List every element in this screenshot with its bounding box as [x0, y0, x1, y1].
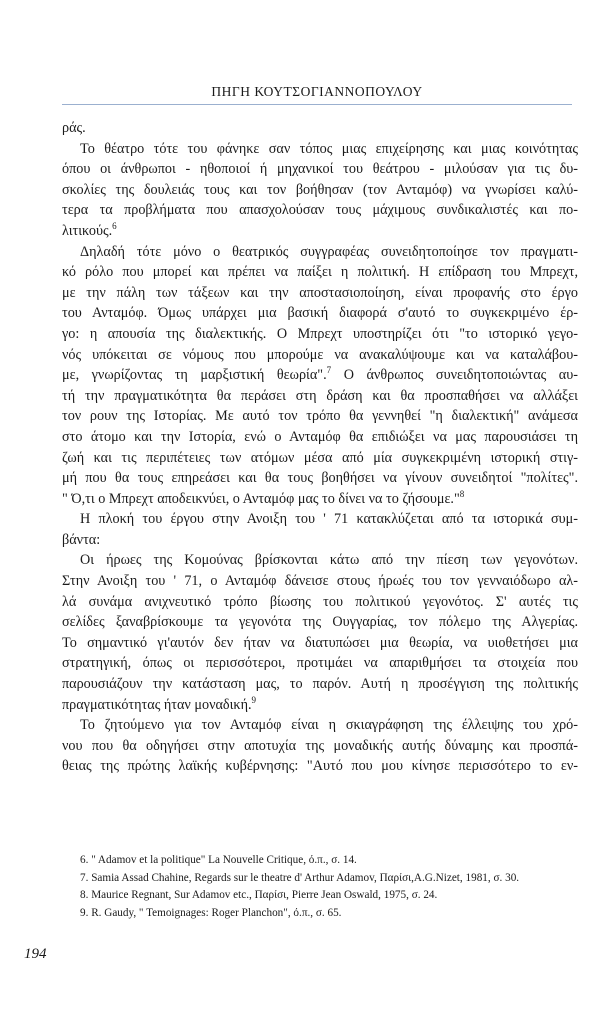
running-header: ΠΗΓΗ ΚΟΥΤΣΟΓΙΑΝΝΟΠΟΥΛΟΥ: [211, 84, 423, 99]
line-text: Το ζητούμενο για τον Ανταμόφ είναι η σκιαγράφηση της έλλειψης του χρό-: [80, 717, 578, 734]
footnote: 9. R. Gaudy, " Temoignages: Roger Planchon", ό.π., σ. 65.: [80, 906, 342, 919]
line-text: γο: η απουσία της διαλεκτικής. Ο Μπρεχτ υποστηρίζει ότι "το ιστορικό γεγο-: [62, 325, 578, 342]
line-text: θειας της πρώτης λαϊκής κυβέρνησης: "Αυτό που μου κίνησε περισσότερο το εν-: [62, 758, 578, 775]
text-line: [62, 200, 578, 221]
text-line: [62, 592, 578, 613]
line-text: ράς.: [62, 120, 86, 136]
header-rule: [62, 104, 572, 105]
footnote: 7. Samia Assad Chahine, Regards sur le theatre d' Arthur Adamov, Παρίσι,A.G.Nizet, 1981, σ. 30.: [80, 871, 520, 884]
footnote: 8. Maurice Regnant, Sur Adamov etc., Παρίσι, Pierre Jean Oswald, 1975, σ. 24.: [80, 889, 438, 901]
body-text: [62, 118, 578, 777]
text-line: [62, 406, 578, 427]
text-line: [62, 571, 578, 592]
text-line: [62, 612, 578, 633]
footnote-ref: 8: [459, 488, 465, 499]
line-text: τον ρουν της Ιστορίας. Με αυτό τον τρόπο θα γεννηθεί "η διαλεκτική" ανάμεσα: [62, 408, 578, 425]
footnote: 6. " Adamov et la politique" La Nouvelle Critique, ό.π., σ. 14.: [80, 854, 357, 866]
line-text: όπου οι άνθρωποι - ηθοποιοί ή μηχανικοί του θεάτρου - μιλούσαν για τις δυ-: [62, 161, 578, 178]
line-text: τερα τα προβλήματα που απασχολούσαν τους μάχιμους συνδικαλιστές και πο-: [62, 202, 578, 219]
text-line: [62, 715, 578, 736]
text-line: [62, 427, 578, 448]
text-line: [62, 324, 578, 345]
footnote-ref: 7: [326, 365, 332, 376]
line-text: παρουσιάζουν την κατάσταση μας, το παρόν. Αυτή η προσέγγιση της πολιτικής: [62, 676, 578, 693]
line-text: " Ό,τι ο Μπρεχτ αποδεικνύει, ο Ανταμόφ μας το δίνει να το ζήσουμε.": [62, 490, 460, 507]
text-line: [62, 118, 578, 139]
text-line: [62, 221, 578, 242]
text-line: [62, 139, 578, 160]
text-line: [62, 283, 578, 304]
line-text: βάντα:: [62, 531, 101, 548]
line-text: του Ανταμόφ. Όμως υπάρχει μια βασική διαφορά σ'αυτό το συγκεκριμένο έρ-: [62, 305, 578, 322]
text-line: [62, 365, 578, 386]
line-text-cont: Ο άνθρωπος συνειδητοποιώντας αυ-: [331, 367, 578, 384]
text-line: [62, 303, 578, 324]
line-text: πραγματικότητας ήταν μοναδική.: [62, 696, 252, 713]
line-text: με, γνωρίζοντας τη μαρξιστική θεωρία".: [62, 367, 327, 384]
text-line: [62, 756, 578, 777]
line-text: λά συνάμα ανιχνευτικό τρόπο βίωσης του πολιτικού γεγονότος. Σ' αυτές τις: [62, 593, 578, 610]
line-text: Το θέατρο τότε του φάνηκε σαν τόπος μιας επιχείρησης και μιας κοινότητας: [80, 140, 578, 157]
text-line: [62, 448, 578, 469]
line-text: Το σημαντικό γι'αυτόν δεν ήταν να διατυπώσει μια θεωρία, να υιοθετήσει μια: [62, 634, 578, 651]
text-line: [62, 674, 578, 695]
line-text: με την πάλη των τάξεων και την αποστασιοποίηση, είναι προφανής στο έργο: [62, 284, 578, 301]
text-line: [62, 468, 578, 489]
line-text: κό ρόλο που μπορεί και πρέπει να παίξει η πολιτική. Η επίδραση του Μπρεχτ,: [62, 264, 578, 281]
line-text: λιτικούς.: [62, 222, 113, 239]
text-line: [62, 550, 578, 571]
line-text: στρατηγική, όπως οι περισσότεροι, προτιμάει να απαριθμήσει τα στοιχεία που: [62, 655, 578, 672]
line-text: μή που θα τους επηρεάσει και θα τους βοηθήσει να γίνουν συνειδητοί "πολίτες".: [62, 470, 578, 487]
line-text: Οι ήρωες της Κομούνας βρίσκονται κάτω από την πίεση των γεγονότων.: [80, 552, 578, 569]
footnote-ref: 9: [251, 694, 257, 705]
line-text: Στην Ανοιξη του ' 71, ο Ανταμόφ δάνεισε στους ήρωές του τον γενναιόδωρο αλ-: [62, 573, 578, 590]
text-line: [62, 653, 578, 674]
text-line: [62, 386, 578, 407]
footnotes: [62, 852, 582, 922]
line-text: νός υπόκειται σε νόμους που μπορούμε να ανακαλύψουμε και να καταλάβου-: [62, 346, 578, 363]
text-line: [62, 159, 578, 180]
text-line: [62, 180, 578, 201]
text-line: [62, 489, 578, 510]
line-text: Η πλοκή του έργου στην Ανοιξη του ' 71 κατακλύζεται από τα ιστορικά συμ-: [80, 511, 578, 528]
text-line: [62, 633, 578, 654]
text-line: [62, 262, 578, 283]
text-line: [62, 509, 578, 530]
text-line: [62, 736, 578, 757]
text-line: [62, 530, 578, 551]
text-line: [62, 695, 578, 716]
line-text: ζωή και τις περιπέτειες των ατόμων μέσα από μία συγκεκριμένη ιστορική στιγ-: [62, 449, 578, 466]
line-text: τή την πραγματικότητα θα περάσει στη δράση και θα προσπαθήσει να αλλάξει: [62, 387, 578, 404]
line-text: Δηλαδή τότε μόνο ο θεατρικός συγγραφέας συνειδητοποίησε τον πραγματι-: [80, 243, 578, 260]
line-text: νου που θα οδηγήσει στην αποτυχία της μοναδικής αυτής δύναμης και προσπά-: [62, 737, 578, 754]
line-text: στο άτομο και την Ιστορία, ενώ ο Ανταμόφ θα επιδιώξει να μας παρουσιάσει τη: [62, 428, 578, 445]
footnote-ref: 6: [112, 220, 117, 231]
text-line: [62, 242, 578, 263]
line-text: σελίδες ξαναβρίσκουμε τα γεγονότα της Ουγγαρίας, τον πόλεμο της Αλγερίας.: [62, 614, 578, 631]
text-line: [62, 345, 578, 366]
page-number: 194: [24, 946, 47, 962]
line-text: σκολίες της δουλειάς τους και τον βοήθησαν (τον Ανταμόφ) να γνωρίσει καλύ-: [62, 181, 578, 198]
